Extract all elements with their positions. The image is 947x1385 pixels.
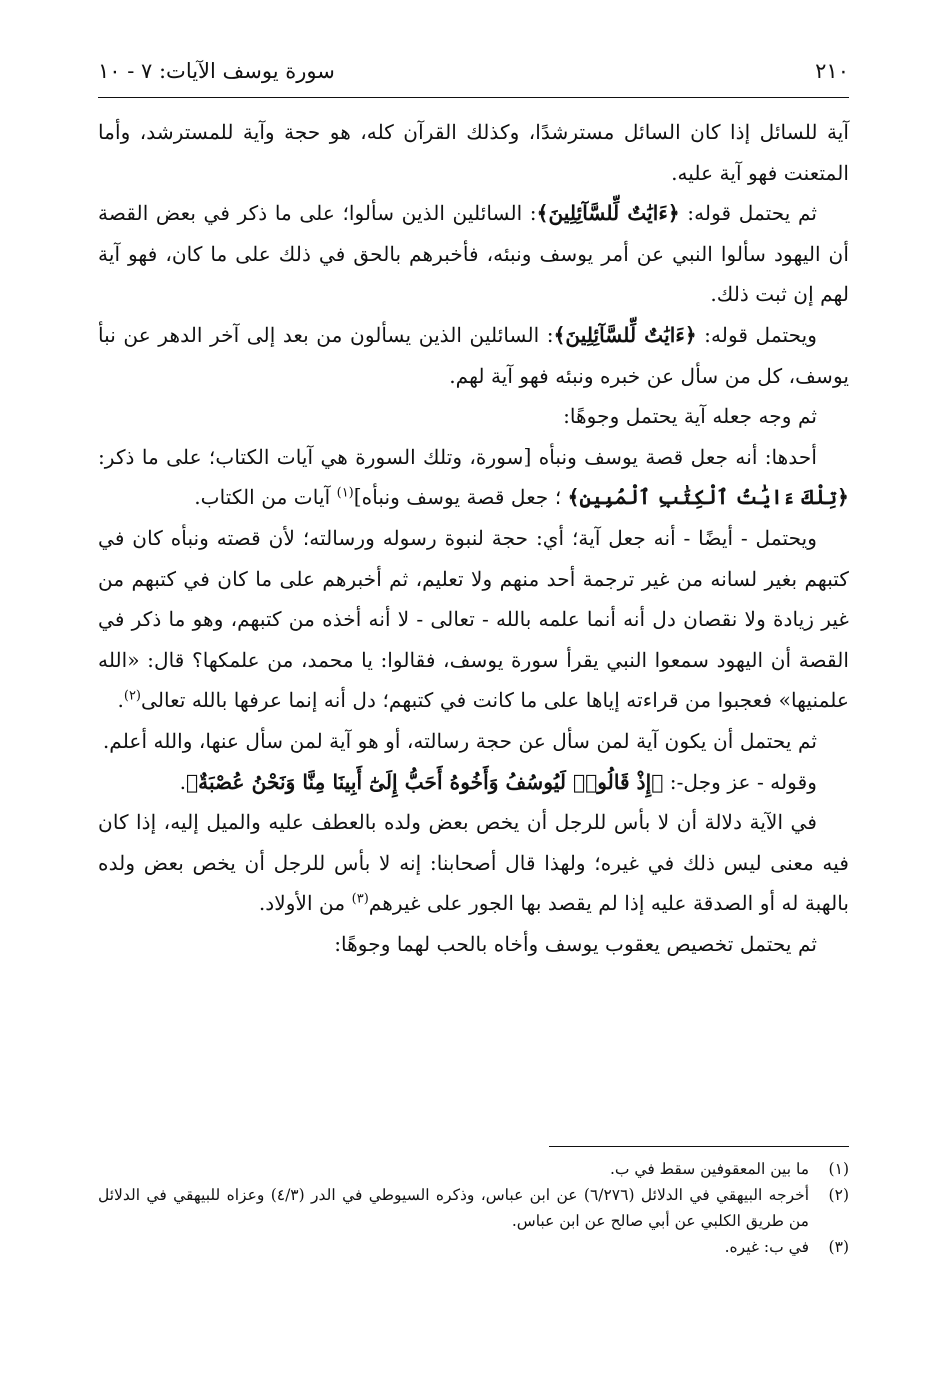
header-divider (98, 97, 849, 98)
paragraph-7: ثم يحتمل أن يكون آية لمن سأل عن حجة رسالته، أو هو آية لمن سأل عنها، والله أعلم. (102, 728, 817, 753)
quran-quote: ﴿إِذْ قَالُوا۟ لَيُوسُفُ وَأَخُوهُ أَحَبُّ إِلَىٰٓ أَبِينَا مِنَّا وَنَحْنُ عُصْبَةٌ﴾ (186, 769, 664, 794)
paragraph-5-intro: أحدها: أنه جعل قصة يوسف ونبأه [سورة، وتلك السورة هي آيات الكتاب؛ على ما ذكر: (98, 444, 817, 469)
footnote-2 (98, 1182, 849, 1234)
footnote-1 (98, 1156, 849, 1182)
footnote-divider (549, 1146, 849, 1147)
footnotes (98, 1156, 849, 1260)
footnote-number: (١) (828, 1160, 849, 1178)
footnote-number: (٢) (828, 1186, 849, 1204)
paragraph-2-rest: : السائلين الذين سألوا؛ على ما ذكر في بعض القصة أن اليهود سألوا النبي عن أمر يوسف ونبئه، فأخبرهم بالحق في ذلك على ما كان، فهو آية لهم إن ثبت ذلك. (98, 201, 849, 307)
page-number: ٢١٠ (815, 59, 849, 83)
paragraph-6 (98, 518, 849, 721)
footnote-text: ما بين المعقوفين سقط في ب. (609, 1160, 809, 1178)
quran-quote: ﴿ءَايَٰتٌ لِّلسَّآئِلِينَ﴾ (553, 322, 697, 347)
paragraph-2-intro: ثم يحتمل قوله: (679, 201, 818, 226)
main-text (98, 112, 849, 964)
footnote-number: (٣) (828, 1238, 849, 1256)
paragraph-5-mid: ؛ جعل قصة يوسف ونبأه] (353, 485, 568, 510)
paragraph-8-intro: وقوله - عز وجل-: (663, 769, 817, 794)
paragraph-8 (98, 762, 849, 803)
quran-quote: ﴿تِلْكَ ءَايَٰتُ ٱلْكِتَٰبِ ٱلْمُبِينِ﴾ (567, 485, 849, 510)
paragraph-2 (98, 193, 849, 315)
paragraph-5-end: آيات من الكتاب. (194, 485, 337, 510)
footnote-ref-3: (٣) (351, 891, 369, 907)
footnote-text: أخرجه البيهقي في الدلائل (٦/٢٧٦) عن ابن عباس، وذكره السيوطي في الدر (٤/٣) وعزاه للبيهقي في الدلائل من طريق الكلبي عن أبي صالح عن ابن عباس. (98, 1186, 810, 1230)
footnote-ref-2: (٢) (123, 688, 141, 704)
paragraph-5 (98, 437, 849, 518)
running-title: سورة يوسف الآيات: ٧ - ١٠ (98, 59, 335, 83)
paragraph-1: آية للسائل إذا كان السائل مسترشدًا، وكذلك القرآن كله، هو حجة وآية للمسترشد، وأما المتعنت فهو آية عليه. (98, 120, 849, 185)
footnote-ref-1: (١) (336, 485, 354, 501)
paragraph-6-text: ويحتمل - أيضًا - أنه جعل آية؛ أي: حجة لنبوة رسوله ورسالته؛ لأن قصته ونبأه كان في كتبهم بغير لسانه من غير ترجمة أحد منهم ولا تعليم، ثم أخبرهم على ما كان في كتبهم من غير زيادة ولا نقصان دل أنه أنما علمه بالله - تعالى - لا أنه أخذه من كتبهم، وهو ما ذكر في القصة أن اليهود سمعوا النبي يقرأ سورة يوسف، فقالوا: يا محمد، من علمكها؟ قال: «الله علمنيها» فعجبوا من قراءته إياها على ما كانت في كتبهم؛ دل أنه إنما عرفها بالله تعالى (98, 525, 849, 713)
paragraph-8-end: . (179, 769, 186, 794)
paragraph-9-text: في الآية دلالة أن لا بأس للرجل أن يخص بعض ولده بالعطف عليه والميل إليه، إذا كان فيه معنى ليس ذلك في غيره؛ ولهذا قال أصحابنا: إنه لا بأس للرجل أن يخص بعض ولده بالهبة له أو الصدقة عليه إذا لم يقصد بها الجور على غيرهم (98, 810, 849, 916)
paragraph-3 (98, 315, 849, 396)
paragraph-3-intro: ويحتمل قوله: (696, 322, 817, 347)
paragraph-10: ثم يحتمل تخصيص يعقوب يوسف وأخاه بالحب لهما وجوهًا: (334, 931, 817, 956)
paragraph-9 (98, 802, 849, 924)
page-header (98, 52, 849, 90)
footnote-3 (98, 1234, 849, 1260)
paragraph-9-end: من الأولاد. (258, 891, 352, 916)
footnote-text: في ب: غيره. (724, 1238, 809, 1256)
paragraph-3-rest: : السائلين الذين يسألون من بعد إلى آخر الدهر عن نبأ يوسف، كل من سأل عن خبره ونبئه فهو آية لهم. (98, 322, 849, 388)
paragraph-4: ثم وجه جعله آية يحتمل وجوهًا: (563, 404, 817, 429)
quran-quote: ﴿ءَايَٰتٌ لِّلسَّآئِلِينَ﴾ (536, 201, 680, 226)
paragraph-6-end: . (117, 688, 124, 713)
